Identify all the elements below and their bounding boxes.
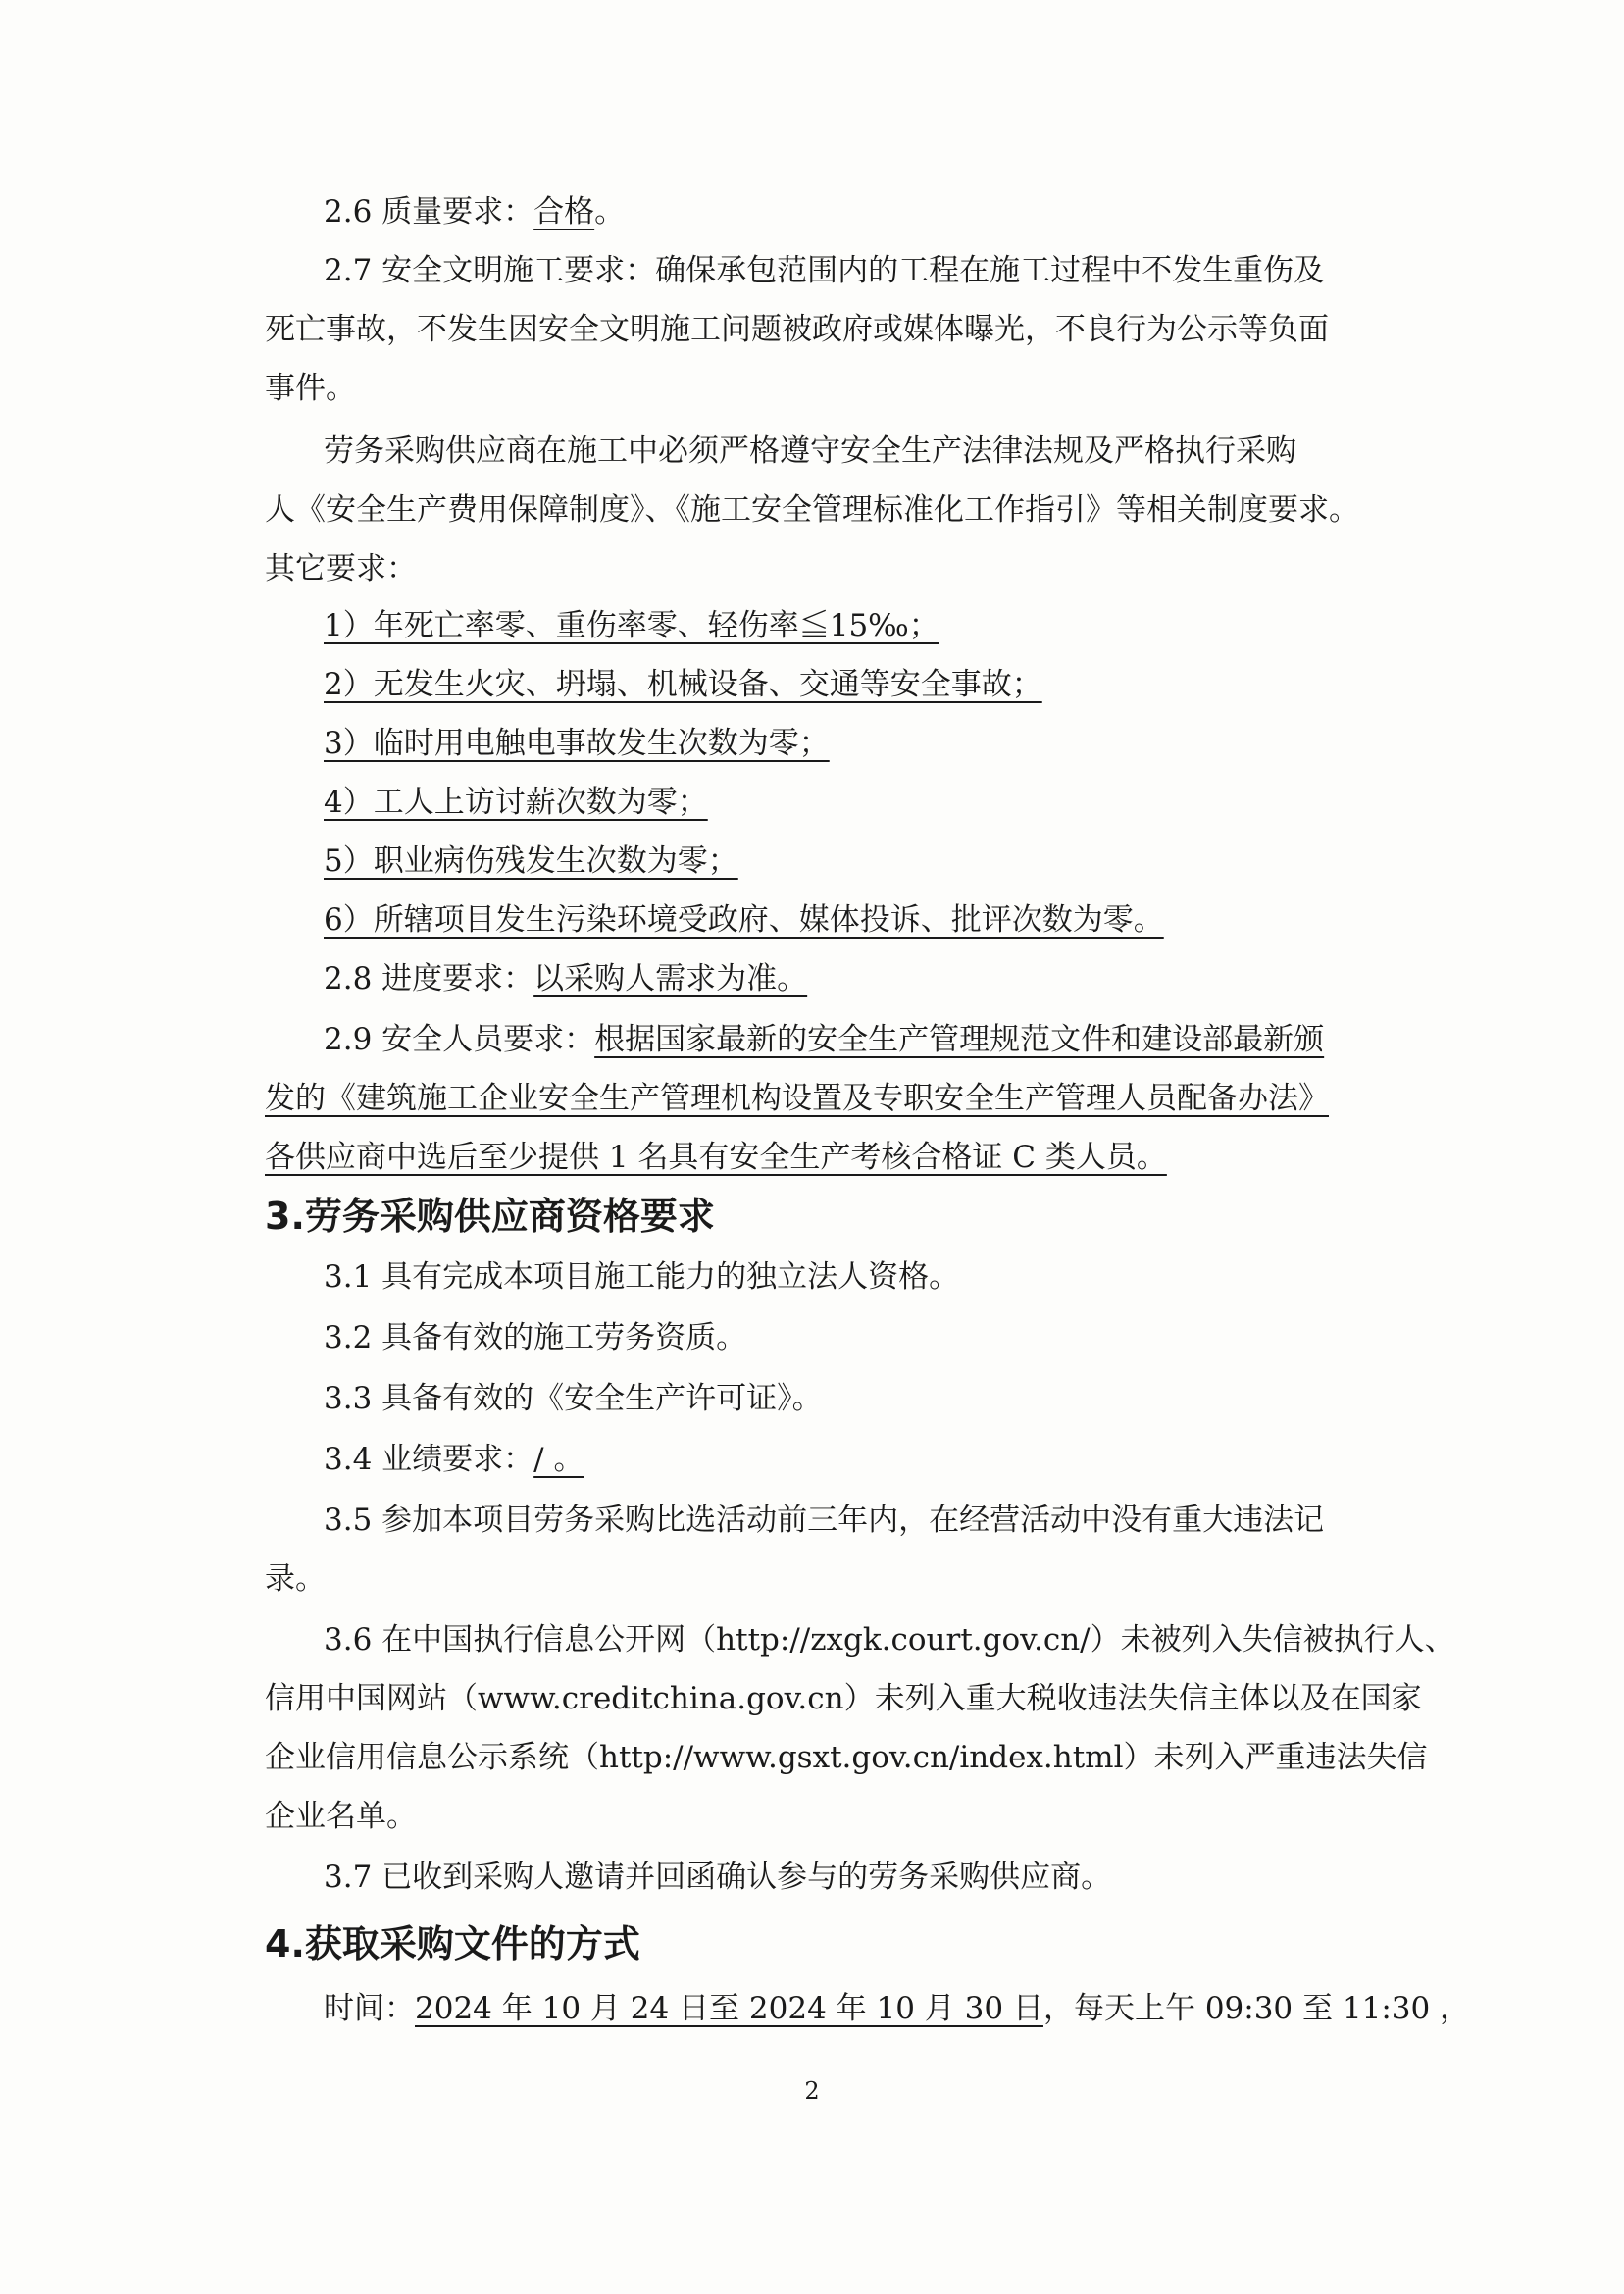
heading-section-3: 3.劳务采购供应商资格要求	[265, 1195, 715, 1238]
page-number: 2	[804, 2077, 820, 2105]
requirement-item: 6）所辖项目发生污染环境受政府、媒体投诉、批评次数为零。	[324, 902, 1164, 938]
section-2-7-line1: 2.7 安全文明施工要求：确保承包范围内的工程在施工过程中不发生重伤及	[324, 253, 1325, 288]
requirement-item: 1）年死亡率零、重伤率零、轻伤率≦15‰；	[324, 608, 939, 643]
label: 2.9 安全人员要求：	[324, 1022, 595, 1057]
section-2-7-line3: 事件。	[265, 371, 356, 406]
section-2-6	[324, 182, 1446, 241]
section-2-7-line2: 死亡事故，不发生因安全文明施工问题被政府或媒体曝光，不良行为公示等负面	[265, 312, 1329, 347]
heading-section-4: 4.获取采购文件的方式	[265, 1922, 640, 1965]
section-3-6-line2: 信用中国网站（www.creditchina.gov.cn）未列入重大税收违法失信主体以及在国家	[265, 1681, 1422, 1716]
requirement-item: 5）职业病伤残发生次数为零；	[324, 843, 738, 879]
section-3-5-line1: 3.5 参加本项目劳务采购比选活动前三年内，在经营活动中没有重大违法记	[324, 1503, 1325, 1538]
performance-value: / 。	[533, 1442, 584, 1477]
time-value: 2024 年 10 月 24 日至 2024 年 10 月 30 日	[415, 1991, 1043, 2026]
label: 2.6 质量要求：	[324, 194, 534, 229]
section-3-7: 3.7 已收到采购人邀请并回函确认参与的劳务采购供应商。	[324, 1860, 1112, 1895]
section-3-4	[324, 1430, 1446, 1489]
section-2-9-line2: 发的《建筑施工企业安全生产管理机构设置及专职安全生产管理人员配备办法》	[265, 1081, 1329, 1116]
supplier-para-line3: 其它要求：	[265, 551, 417, 586]
section-3-3: 3.3 具备有效的《安全生产许可证》。	[324, 1381, 823, 1416]
schedule-value: 以采购人需求为准。	[533, 961, 808, 996]
section-3-6-line4: 企业名单。	[265, 1799, 417, 1834]
label: 3.4 业绩要求：	[324, 1442, 534, 1477]
safety-staff-value: 根据国家最新的安全生产管理规范文件和建设部最新颁	[594, 1022, 1325, 1057]
requirement-item: 4）工人上访讨薪次数为零；	[324, 785, 708, 820]
time-rest: ，每天上午 09:30 至 11:30 ，	[1042, 1991, 1471, 2026]
section-3-6-line1: 3.6 在中国执行信息公开网（http://zxgk.court.gov.cn/）未被列入失信被执行人、	[324, 1622, 1455, 1657]
end: 。	[594, 194, 626, 229]
label: 2.8 进度要求：	[324, 961, 534, 996]
section-2-9-line1	[324, 1010, 1446, 1069]
requirement-item: 3）临时用电触电事故发生次数为零；	[324, 726, 830, 761]
quality-value: 合格	[533, 194, 595, 229]
supplier-para-line1: 劳务采购供应商在施工中必须严格遵守安全生产法律法规及严格执行采购	[324, 433, 1296, 469]
supplier-para-line2: 人《安全生产费用保障制度》、《施工安全管理标准化工作指引》等相关制度要求。	[265, 492, 1359, 528]
section-3-1: 3.1 具有完成本项目施工能力的独立法人资格。	[324, 1259, 960, 1295]
section-2-8	[324, 949, 1446, 1008]
section-2-9-line3: 各供应商中选后至少提供 1 名具有安全生产考核合格证 C 类人员。	[265, 1140, 1167, 1175]
label: 时间：	[324, 1991, 415, 2026]
section-3-6-line3: 企业信用信息公示系统（http://www.gsxt.gov.cn/index.html）未列入严重违法失信	[265, 1740, 1428, 1775]
time-line	[324, 1979, 1471, 2038]
section-3-5-line2: 录。	[265, 1561, 326, 1597]
requirement-item: 2）无发生火灾、坍塌、机械设备、交通等安全事故；	[324, 667, 1042, 702]
section-3-2: 3.2 具备有效的施工劳务资质。	[324, 1320, 747, 1355]
